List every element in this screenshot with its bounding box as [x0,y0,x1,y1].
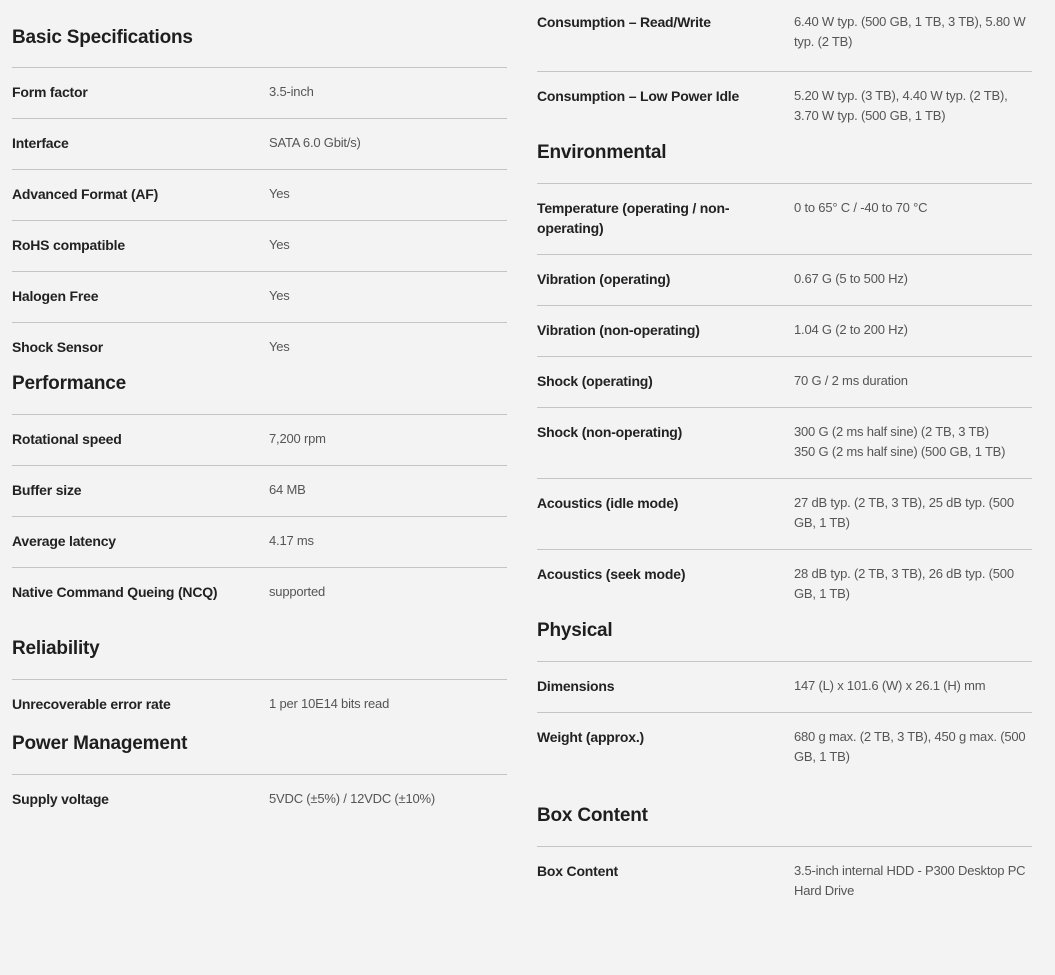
spec-label: Shock Sensor [12,339,103,355]
spec-row-buffer-size [12,465,507,516]
spec-value: 0 to 65° C / -40 to 70 °C [794,200,928,215]
section-title-box-content: Box Content [537,805,648,826]
left-spec-column [12,0,507,825]
spec-row-shock-sensor [12,322,507,373]
spec-label: Vibration (non-operating) [537,322,700,338]
spec-row-unrecoverable-error-rate [12,679,507,730]
spec-row-shock-operating [537,356,1032,407]
section-title-basic-specifications: Basic Specifications [12,27,193,48]
spec-row-rotational-speed [12,414,507,465]
spec-label: RoHS compatible [12,237,125,253]
spec-label: Consumption – Low Power Idle [537,88,740,104]
spec-value: SATA 6.0 Gbit/s) [269,135,361,150]
spec-value: 6.40 W typ. (500 GB, 1 TB, 3 TB), 5.80 W typ. (2 TB) [794,14,1026,49]
spec-row-rohs [12,220,507,271]
spec-value [794,422,1032,478]
section-title-environmental: Environmental [537,142,667,163]
spec-label: Temperature (operating / non-operating) [537,200,730,236]
spec-value: 1 per 10E14 bits read [269,696,390,711]
spec-row-consumption-low-power-idle [537,71,1032,142]
spec-row-shock-non-operating [537,407,1032,478]
spec-value: 0.67 G (5 to 500 Hz) [794,271,908,286]
spec-label: Vibration (operating) [537,271,671,287]
spec-row-ncq [12,567,507,618]
spec-label: Advanced Format (AF) [12,186,159,202]
spec-label: Buffer size [12,482,82,498]
spec-row-acoustics-idle [537,478,1032,549]
right-spec-column [537,0,1032,917]
spec-row-dimensions [537,661,1032,712]
section-title-reliability: Reliability [12,638,100,659]
spec-value: 70 G / 2 ms duration [794,373,908,388]
spec-value: Yes [269,288,290,303]
spec-value: 28 dB typ. (2 TB, 3 TB), 26 dB typ. (500 GB, 1 TB) [794,566,1014,601]
spec-label: Unrecoverable error rate [12,696,171,712]
spec-value: Yes [269,186,290,201]
spec-row-supply-voltage [12,774,507,825]
spec-label: Supply voltage [12,791,109,807]
spec-label: Native Command Queing (NCQ) [12,584,218,600]
spec-label: Shock (operating) [537,373,653,389]
spec-label: Shock (non-operating) [537,424,683,440]
spec-row-acoustics-seek [537,549,1032,620]
spec-label: Average latency [12,533,116,549]
spec-value: 3.5-inch internal HDD - P300 Desktop PC Hard Drive [794,863,1026,898]
spec-row-weight [537,712,1032,783]
section-title-performance: Performance [12,373,126,394]
spec-label: Rotational speed [12,431,122,447]
section-title-power-management: Power Management [12,733,188,754]
spec-label: Halogen Free [12,288,99,304]
spec-value: 7,200 rpm [269,431,326,446]
spec-row-halogen-free [12,271,507,322]
spec-value: 27 dB typ. (2 TB, 3 TB), 25 dB typ. (500 GB, 1 TB) [794,495,1014,530]
spec-label: Acoustics (idle mode) [537,495,679,511]
spec-row-vibration-operating [537,254,1032,305]
spec-label: Form factor [12,84,88,100]
spec-value: 5.20 W typ. (3 TB), 4.40 W typ. (2 TB), 3.70 W typ. (500 GB, 1 TB) [794,88,1008,123]
spec-value: 1.04 G (2 to 200 Hz) [794,322,908,337]
spec-row-vibration-non-operating [537,305,1032,356]
spec-row-interface [12,118,507,169]
spec-value: 680 g max. (2 TB, 3 TB), 450 g max. (500 GB, 1 TB) [794,729,1026,764]
spec-row-form-factor [12,67,507,118]
spec-row-temperature [537,183,1032,254]
spec-label: Acoustics (seek mode) [537,566,686,582]
spec-label: Interface [12,135,69,151]
spec-value: 5VDC (±5%) / 12VDC (±10%) [269,791,436,806]
spec-value: 3.5-inch [269,84,314,99]
spec-value-line: 350 G (2 ms half sine) (500 GB, 1 TB) [794,444,1006,459]
spec-label: Dimensions [537,678,615,694]
spec-row-average-latency [12,516,507,567]
spec-label: Weight (approx.) [537,729,644,745]
spec-label: Consumption – Read/Write [537,14,711,30]
section-title-physical: Physical [537,620,613,641]
spec-value: 147 (L) x 101.6 (W) x 26.1 (H) mm [794,678,986,693]
spec-value: Yes [269,339,290,354]
spec-row-advanced-format [12,169,507,220]
spec-value: supported [269,584,326,599]
spec-row-consumption-read-write [537,0,1032,71]
spec-label: Box Content [537,863,619,879]
spec-row-box-content [537,846,1032,917]
spec-value-line: 300 G (2 ms half sine) (2 TB, 3 TB) [794,424,989,439]
spec-value: Yes [269,237,290,252]
spec-value: 64 MB [269,482,306,497]
spec-value: 4.17 ms [269,533,314,548]
